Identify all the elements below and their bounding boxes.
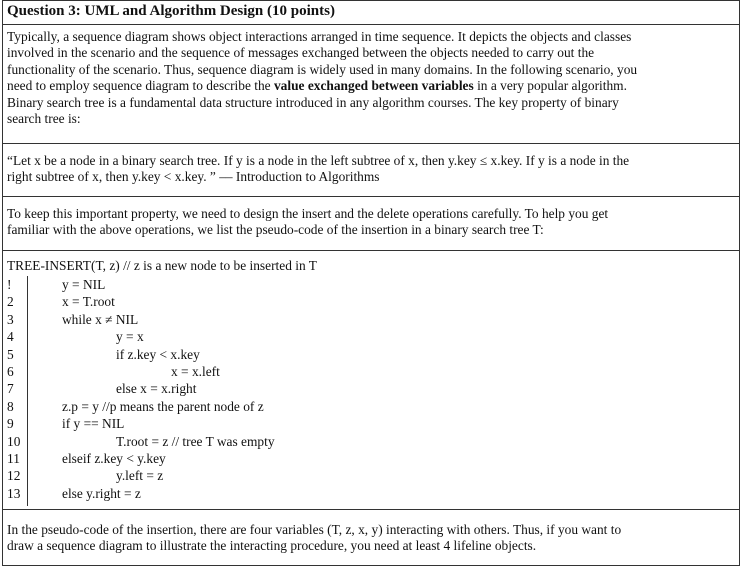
quote-line: right subtree of x, then y.key < x.key. ” –– Introduction to Algorithms (7, 169, 380, 185)
line-number: 5 (7, 346, 14, 362)
code-statement: else y.right = z (62, 485, 141, 501)
quote-divider (2, 196, 740, 197)
code-statement: y = x (116, 329, 144, 345)
code-line (7, 451, 727, 468)
code-statement: else x = x.right (116, 381, 197, 397)
conclusion-line: draw a sequence diagram to illustrate the interacting procedure, you need at least 4 lifeline objects. (7, 538, 537, 554)
code-line (7, 364, 727, 381)
code-line (7, 329, 727, 346)
line-number: 9 (7, 416, 14, 432)
code-divider (2, 509, 740, 510)
code-statement: T.root = z // tree T was empty (116, 433, 275, 449)
intro-line: Binary search tree is a fundamental data structure introduced in any algorithm courses. The key property of binary (7, 94, 619, 110)
code-line (7, 434, 727, 451)
code-statement: z.p = y //p means the parent node of z (62, 398, 264, 414)
intro-line: functionality of the scenario. Thus, sequence diagram is widely used in many domains. In the following scenario, you (7, 61, 638, 77)
code-statement: if y == NIL (62, 416, 125, 432)
code-statement: x = x.left (171, 364, 220, 379)
code-statement: elseif z.key < y.key (62, 451, 166, 466)
intro-line4-bold: value exchanged between variables (273, 78, 474, 94)
code-statement: x = T.root (62, 294, 115, 310)
title-divider (2, 24, 740, 25)
code-statement: while x ≠ NIL (62, 311, 139, 327)
line-number: 10 (7, 433, 21, 449)
intro-line4-after: in a very popular algorithm. (473, 78, 627, 94)
line-number: 11 (7, 451, 20, 466)
question-title: Question 3: UML and Algorithm Design (10 points) (7, 3, 335, 19)
code-line (7, 312, 727, 329)
design-paragraph (7, 206, 729, 239)
intro-line: search tree is: (7, 111, 81, 127)
conclusion-paragraph (7, 522, 729, 555)
conclusion-line: In the pseudo-code of the insertion, there are four variables (T, z, x, y) interacting with others. Thus, if you want to (7, 522, 622, 537)
line-number: 3 (7, 311, 14, 327)
intro-line: Typically, a sequence diagram shows object interactions arranged in time sequence. It depicts the objects and classes (7, 29, 632, 44)
code-line (7, 468, 727, 485)
code-line (7, 277, 727, 294)
design-line: To keep this important property, we need to design the insert and the delete operations carefully. To help you get (7, 206, 609, 221)
line-number: 2 (7, 294, 14, 310)
intro-line4-before: need to employ sequence diagram to describe the (7, 78, 274, 94)
code-line (7, 399, 727, 416)
design-line: familiar with the above operations, we list the pseudo-code of the insertion in a binary search tree T: (7, 222, 544, 238)
code-statement: y = NIL (62, 277, 106, 292)
bottom-border (2, 565, 740, 566)
code-header: TREE-INSERT(T, z) // z is a new node to be inserted in T (7, 258, 317, 273)
line-number: 6 (7, 364, 14, 379)
quote-line: “Let x be a node in a binary search tree. If y is a node in the left subtree of x, then y.key ≤ x.key. If y is a node in the (7, 153, 630, 168)
code-statement: y.left = z (116, 468, 164, 484)
code-line (7, 381, 727, 398)
code-statement: if z.key < x.key (116, 346, 200, 362)
code-line (7, 416, 727, 433)
line-number: ! (7, 277, 12, 292)
intro-divider (2, 143, 740, 144)
code-line (7, 486, 727, 503)
code-line (7, 347, 727, 364)
intro-line: involved in the scenario and the sequence of messages exchanged between the objects needed to carry out the (7, 45, 595, 61)
line-number: 13 (7, 485, 21, 501)
code-line (7, 294, 727, 311)
line-number: 12 (7, 468, 21, 484)
intro-line (7, 78, 729, 94)
line-number: 7 (7, 381, 14, 397)
top-border (2, 0, 740, 1)
intro-paragraph (7, 29, 729, 127)
line-number: 4 (7, 329, 14, 345)
quote-paragraph (7, 153, 729, 186)
design-divider (2, 250, 740, 251)
line-number: 8 (7, 398, 14, 414)
